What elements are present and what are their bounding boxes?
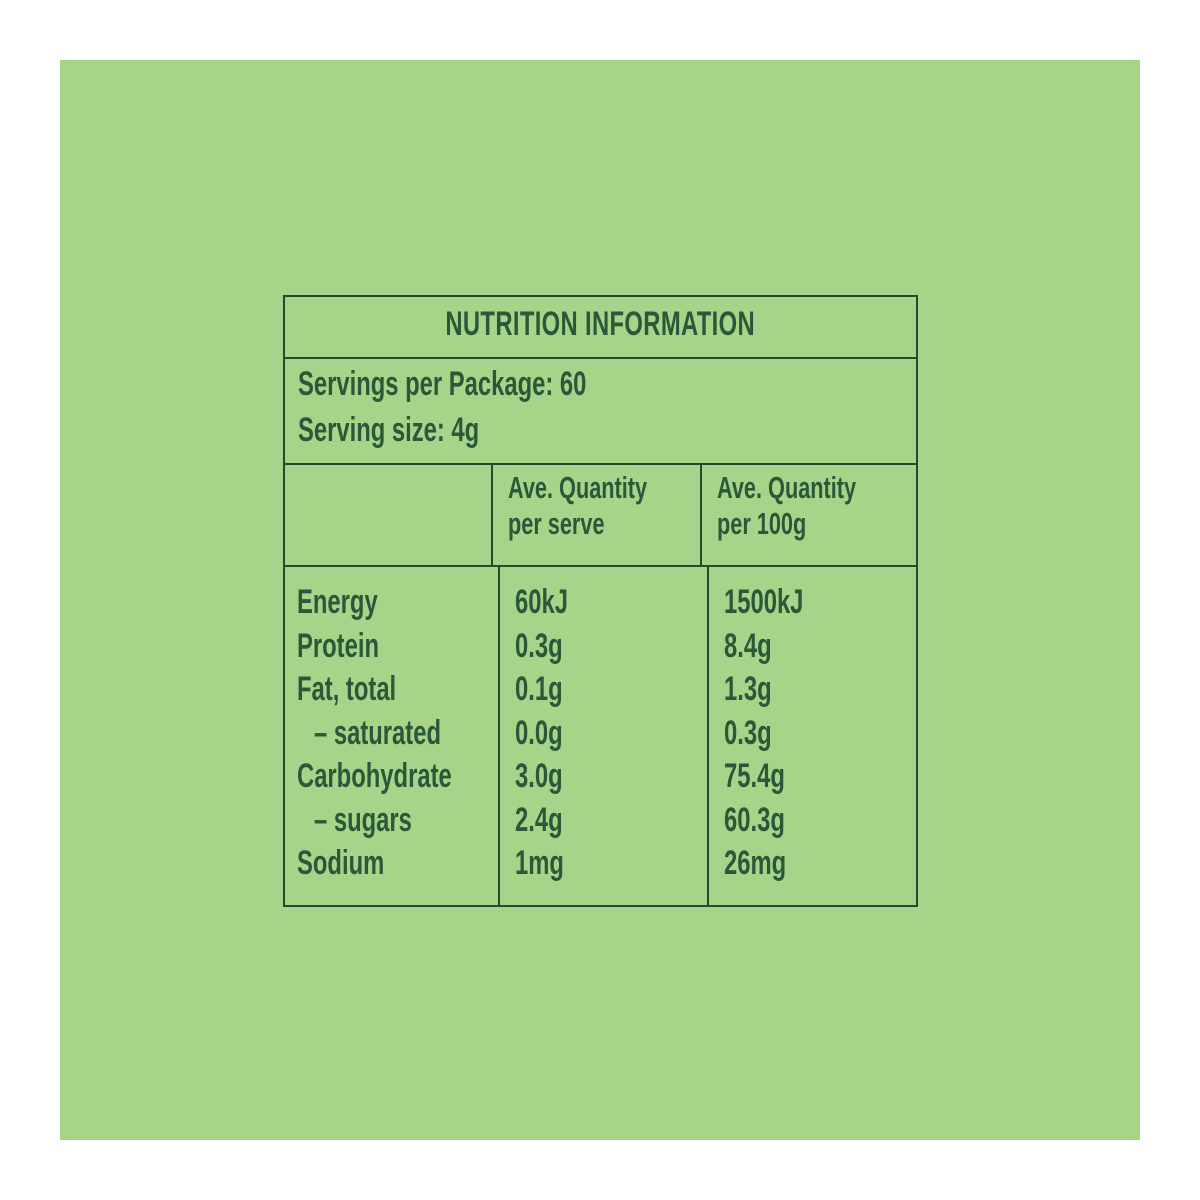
column-header-per-serve bbox=[493, 465, 702, 565]
per-serve-header-line2 bbox=[508, 506, 700, 542]
per-serve-value: 0.1g bbox=[515, 670, 563, 708]
column-headers-row bbox=[285, 465, 916, 567]
table-title-row bbox=[285, 297, 916, 359]
per-serve-value: 2.4g bbox=[515, 800, 563, 839]
per-100g-header-line1 bbox=[717, 470, 916, 506]
nutrient-data-section bbox=[285, 567, 916, 905]
nutrient-label-indented: – saturated bbox=[314, 713, 441, 752]
servings-per-package-line bbox=[298, 361, 916, 407]
per-serve-value: 60kJ bbox=[515, 583, 568, 621]
serving-size-line bbox=[298, 407, 916, 453]
per-serve-value: 1mg bbox=[515, 844, 564, 882]
per-100g-value: 75.4g bbox=[724, 757, 785, 795]
table-title: NUTRITION INFORMATION bbox=[445, 305, 756, 343]
per-100g-header-line2 bbox=[717, 506, 916, 542]
servings-info-row bbox=[285, 359, 916, 465]
column-header-empty bbox=[285, 465, 493, 565]
column-header-per-100g bbox=[702, 465, 916, 565]
nutrient-label-indented: – sugars bbox=[314, 800, 412, 839]
per-serve-values-column bbox=[500, 567, 709, 905]
per-serve-header-line1 bbox=[508, 470, 700, 506]
nutrition-table bbox=[283, 295, 918, 907]
per-100g-value: 26mg bbox=[724, 844, 787, 882]
per-100g-value: 0.3g bbox=[724, 713, 772, 752]
per-100g-header-text2: per 100g bbox=[717, 506, 807, 541]
nutrient-label: Energy bbox=[297, 583, 378, 621]
per-serve-value: 0.3g bbox=[515, 626, 563, 665]
per-serve-header-text1: Ave. Quantity bbox=[508, 470, 648, 505]
nutrient-label: Protein bbox=[297, 626, 379, 665]
per-serve-header-text2: per serve bbox=[508, 506, 605, 541]
nutrient-labels-column bbox=[285, 567, 500, 905]
per-100g-header-text1: Ave. Quantity bbox=[717, 470, 857, 505]
per-serve-value: 3.0g bbox=[515, 757, 563, 795]
green-panel bbox=[60, 60, 1140, 1140]
per-serve-value: 0.0g bbox=[515, 713, 563, 752]
nutrient-label: Carbohydrate bbox=[297, 757, 452, 795]
per-100g-value: 1.3g bbox=[724, 670, 772, 708]
per-100g-value: 1500kJ bbox=[724, 583, 804, 621]
per-100g-value: 60.3g bbox=[724, 800, 785, 839]
nutrient-label: Fat, total bbox=[297, 670, 397, 708]
per-100g-values-column bbox=[709, 567, 916, 905]
serving-size-text: Serving size: 4g bbox=[298, 411, 480, 449]
per-100g-value: 8.4g bbox=[724, 626, 772, 665]
servings-per-package-text: Servings per Package: 60 bbox=[298, 365, 587, 403]
nutrient-label: Sodium bbox=[297, 844, 385, 882]
